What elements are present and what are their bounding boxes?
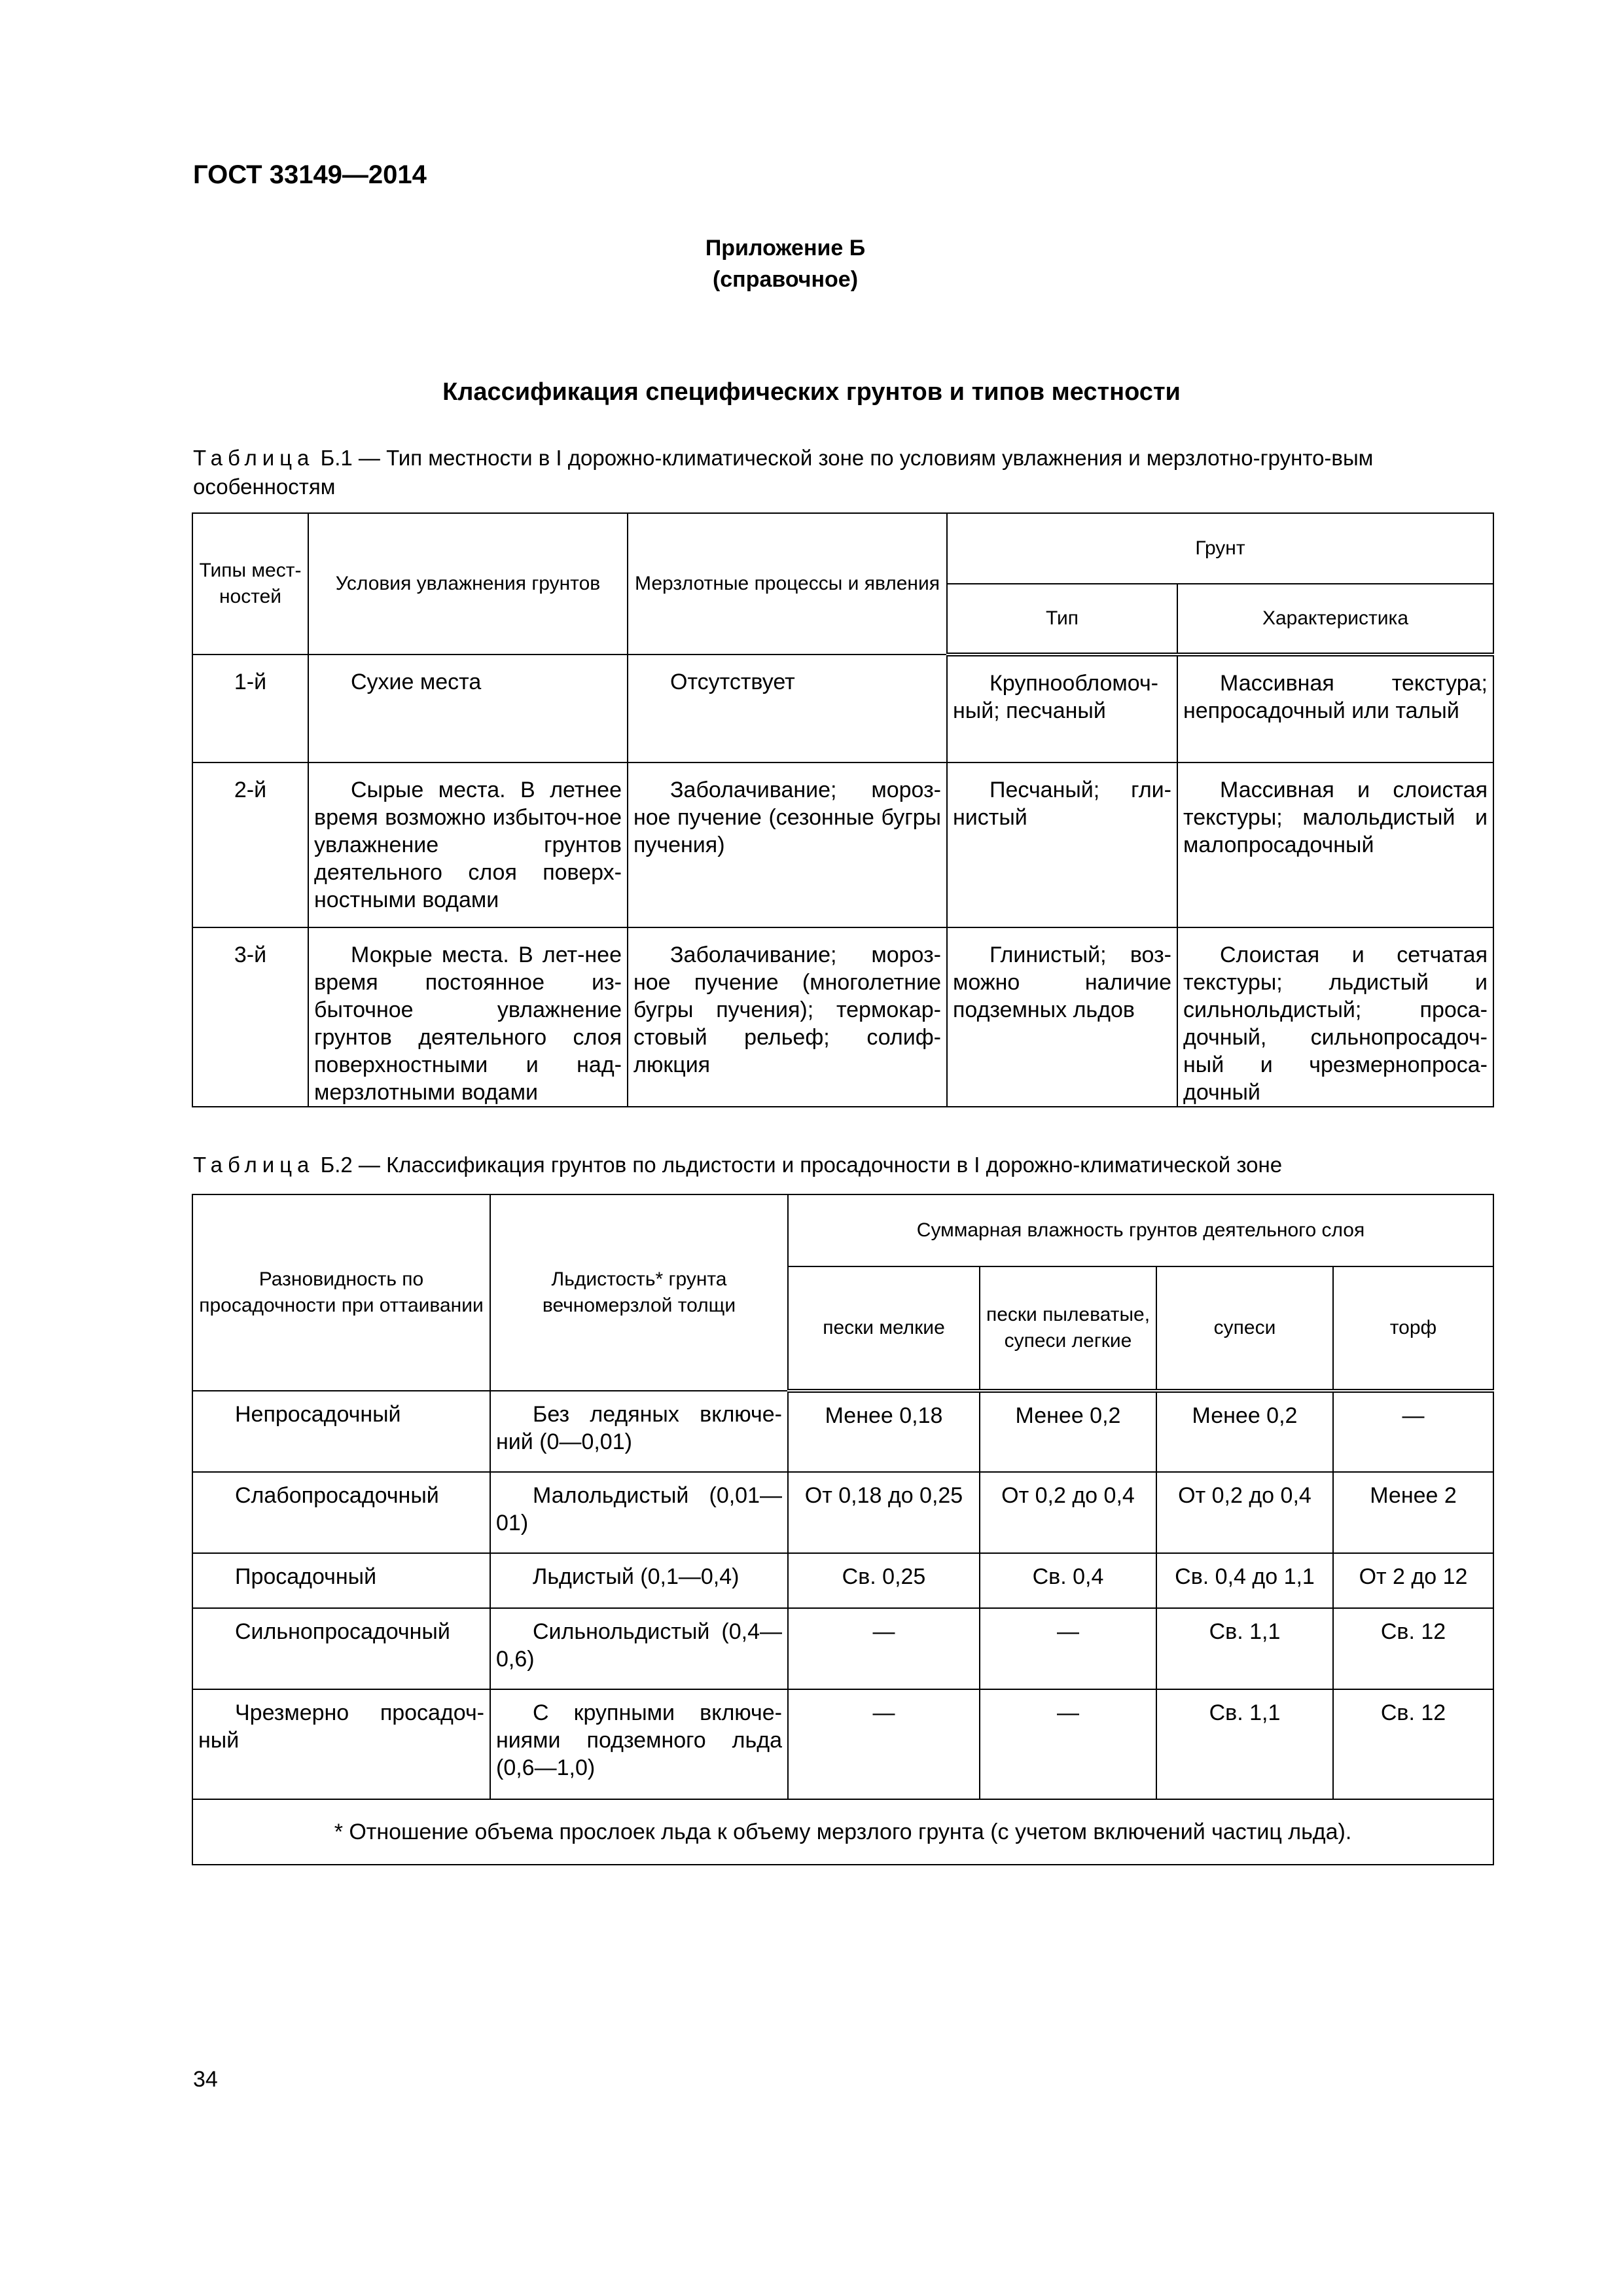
t2-cell-ice: Без ледяных включе-ний (0—0,01): [490, 1391, 788, 1472]
table-footnote-row: [192, 1799, 1493, 1865]
t1-cell-moisture: Сухие места: [308, 655, 628, 762]
t1-cell-processes: Отсутствует: [628, 655, 947, 762]
t2-cell-fine-sand: Св. 0,25: [788, 1553, 980, 1608]
t2-cell-peat: От 2 до 12: [1333, 1553, 1493, 1608]
t2-header-moisture-group: Суммарная влажность грунтов деятельного слоя: [788, 1194, 1493, 1266]
table-row: [192, 762, 1493, 927]
t1-header-characteristic: Характеристика: [1177, 584, 1493, 655]
table-row: [192, 655, 1493, 762]
table-soil-classification: [192, 1194, 1494, 1865]
t2-cell-silty-sand: —: [980, 1608, 1156, 1689]
t1-cell-moisture: Сырые места. В летнее время возможно избыточ-ное увлажнение грунтов деятельного слоя поверх-ностными водами: [308, 762, 628, 927]
t2-cell-kind: Просадочный: [192, 1553, 490, 1608]
t2-cell-kind: Слабопросадочный: [192, 1472, 490, 1553]
t2-cell-sandy-loam: Менее 0,2: [1156, 1391, 1333, 1472]
table-row: [192, 927, 1493, 1107]
t1-cell-type: 1-й: [192, 655, 308, 762]
table1-caption: [193, 444, 1495, 501]
t2-cell-kind: Сильнопросадочный: [192, 1608, 490, 1689]
t2-cell-sandy-loam: От 0,2 до 0,4: [1156, 1472, 1333, 1553]
t1-cell-characteristic: Слоистая и сетчатая текстуры; льдистый и сильнольдистый; проса-дочный, сильнопросадоч-ный и чрезмернопроса-дочный: [1177, 927, 1493, 1107]
t1-cell-characteristic: Массивная и слоистая текстуры; малольдистый и малопросадочный: [1177, 762, 1493, 927]
t2-header-silty-sand: пески пылеватые, супеси легкие: [980, 1266, 1156, 1391]
t2-cell-fine-sand: —: [788, 1689, 980, 1799]
t1-cell-characteristic: Массивная текстура; непросадочный или талый: [1177, 655, 1493, 762]
t2-header-peat: торф: [1333, 1266, 1493, 1391]
t2-cell-sandy-loam: Св. 1,1: [1156, 1608, 1333, 1689]
t1-header-moisture: Условия увлажнения грунтов: [308, 513, 628, 655]
t1-header-soil-group: Грунт: [947, 513, 1493, 584]
t1-cell-moisture: Мокрые места. В лет-нее время постоянное из-быточное увлажнение грунтов деятельного слоя поверхностными и над-мерзлотными водами: [308, 927, 628, 1107]
t1-cell-type: 2-й: [192, 762, 308, 927]
table-row: [192, 1689, 1493, 1799]
t2-cell-fine-sand: От 0,18 до 0,25: [788, 1472, 980, 1553]
table2-caption-label: Таблица: [193, 1153, 315, 1177]
t2-cell-peat: Св. 12: [1333, 1608, 1493, 1689]
document-code: ГОСТ 33149—2014: [193, 160, 427, 189]
t2-header-ice: Льдистость* грунта вечномерзлой толщи: [490, 1194, 788, 1391]
t2-cell-ice: Льдистый (0,1—0,4): [490, 1553, 788, 1608]
t1-header-processes: Мерзлотные процессы и явления: [628, 513, 947, 655]
page-number: 34: [193, 2067, 218, 2092]
t2-cell-silty-sand: Менее 0,2: [980, 1391, 1156, 1472]
table-terrain-types: [192, 512, 1494, 1107]
t2-cell-silty-sand: —: [980, 1689, 1156, 1799]
table2-footnote: * Отношение объема прослоек льда к объему мерзлого грунта (с учетом включений частиц льда).: [192, 1799, 1493, 1865]
t2-cell-peat: Менее 2: [1333, 1472, 1493, 1553]
t2-cell-ice: Сильнольдистый (0,4—0,6): [490, 1608, 788, 1689]
table2-caption-text: Б.2 — Классификация грунтов по льдистости и просадочности в I дорожно-климатической зоне: [320, 1153, 1283, 1177]
t2-cell-peat: —: [1333, 1391, 1493, 1472]
t2-cell-peat: Св. 12: [1333, 1689, 1493, 1799]
t2-cell-ice: Малольдистый (0,01—01): [490, 1472, 788, 1553]
appendix-subtitle: (справочное): [712, 267, 859, 292]
t1-cell-processes: Заболачивание; мороз-ное пучение (многолетние бугры пучения); термокар-стовый рельеф; солиф-люкция: [628, 927, 947, 1107]
appendix-title: Приложение Б: [705, 236, 866, 260]
table-row: [192, 1472, 1493, 1553]
t2-cell-fine-sand: Менее 0,18: [788, 1391, 980, 1472]
t1-cell-soil-type: Песчаный; гли-нистый: [947, 762, 1177, 927]
t1-cell-soil-type: Крупнообломоч-ный; песчаный: [947, 655, 1177, 762]
t2-cell-sandy-loam: Св. 0,4 до 1,1: [1156, 1553, 1333, 1608]
t2-cell-kind: Чрезмерно просадоч-ный: [192, 1689, 490, 1799]
t1-cell-type: 3-й: [192, 927, 308, 1107]
table1-caption-label: Таблица: [193, 446, 315, 470]
t2-cell-silty-sand: Св. 0,4: [980, 1553, 1156, 1608]
t2-cell-sandy-loam: Св. 1,1: [1156, 1689, 1333, 1799]
t2-header-fine-sand: пески мелкие: [788, 1266, 980, 1391]
table1-caption-text: Б.1 — Тип местности в I дорожно-климатической зоне по условиям увлажнения и мерзлотно-грунто-вым особенностям: [193, 446, 1374, 499]
section-title: Классификация специфических грунтов и типов местности: [442, 378, 1181, 406]
t2-cell-ice: С крупными включе-ниями подземного льда (0,6—1,0): [490, 1689, 788, 1799]
t2-cell-kind: Непросадочный: [192, 1391, 490, 1472]
t2-header-kind: Разновидность по просадочности при оттаивании: [192, 1194, 490, 1391]
t1-cell-processes: Заболачивание; мороз-ное пучение (сезонные бугры пучения): [628, 762, 947, 927]
t2-cell-silty-sand: От 0,2 до 0,4: [980, 1472, 1156, 1553]
table2-caption: [193, 1151, 1495, 1179]
t2-header-sandy-loam: супеси: [1156, 1266, 1333, 1391]
table-row: [192, 1391, 1493, 1472]
t1-header-types: Типы мест-ностей: [192, 513, 308, 655]
t1-cell-soil-type: Глинистый; воз-можно наличие подземных льдов: [947, 927, 1177, 1107]
table-row: [192, 1553, 1493, 1608]
appendix-heading: [654, 232, 916, 295]
t2-cell-fine-sand: —: [788, 1608, 980, 1689]
t1-header-soil-type: Тип: [947, 584, 1177, 655]
table-row: [192, 1608, 1493, 1689]
